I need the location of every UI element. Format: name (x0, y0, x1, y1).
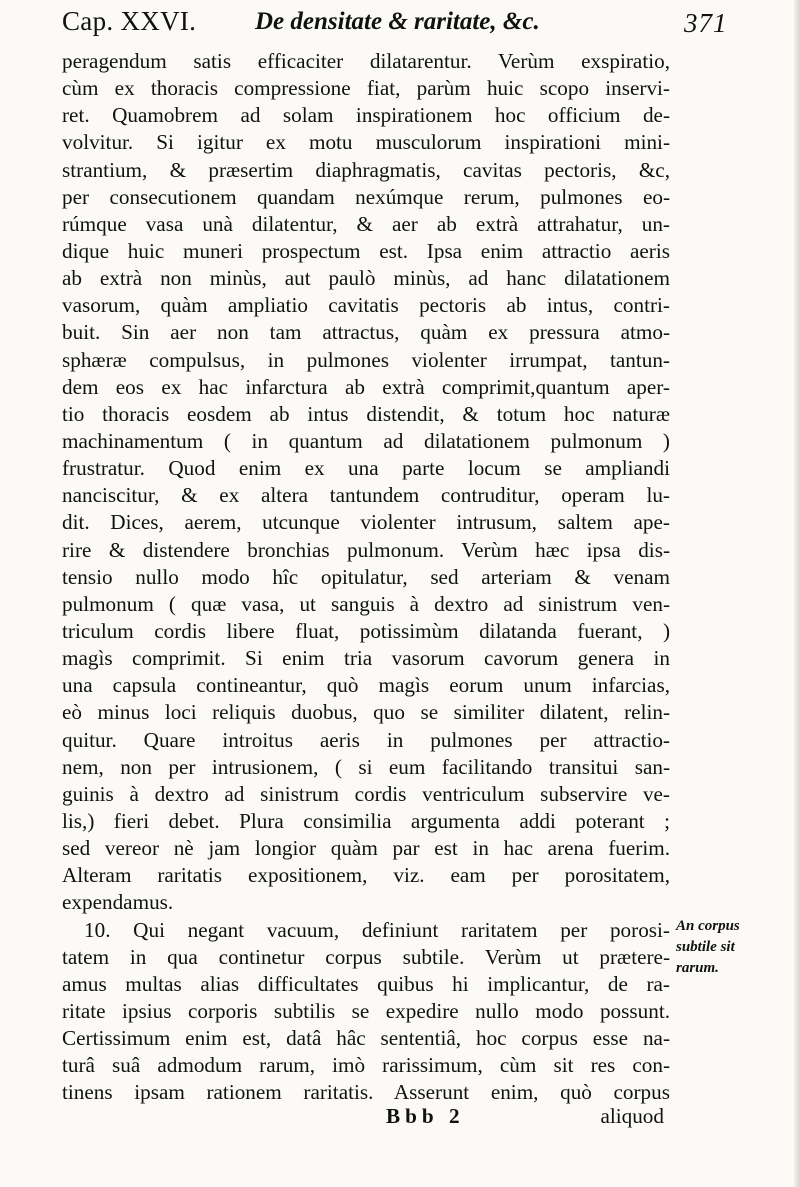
text-line: strantium, & præsertim diaphragmatis, cavitas pectoris, &c, (62, 157, 670, 182)
text-line: una capsula contineantur, quò magìs eorum unum infarcias, (62, 673, 670, 698)
marginal-note (676, 916, 786, 979)
marginal-note-line: rarum. (676, 960, 719, 976)
page-footer (62, 1102, 670, 1132)
text-line: quitur. Quare introitus aeris in pulmones per attractio- (62, 727, 670, 752)
text-line: ret. Quamobrem ad solam inspirationem hoc officium de- (62, 103, 670, 128)
text-line: machinamentum ( in quantum ad dilatationem pulmonum ) (62, 428, 670, 453)
main-text-block (62, 48, 670, 1106)
text-line: magìs comprimit. Si enim tria vasorum cavorum genera in (62, 646, 670, 671)
text-line: cùm ex thoracis compressione fiat, parùm huic scopo inservi- (62, 76, 670, 101)
marginal-note-line: subtile sit (676, 939, 735, 955)
signature-mark: Bbb 2 (386, 1104, 465, 1128)
text-line: dique huic muneri prospectum est. Ipsa enim attractio aeris (62, 238, 670, 263)
paragraph-end-line: expendamus. (62, 890, 174, 915)
text-line: eò minus loci reliquis duobus, quo se similiter dilatent, relin- (62, 700, 670, 725)
text-line: dit. Dices, aerem, utcunque violenter intrusum, saltem ape- (62, 510, 670, 535)
text-line: pulmonum ( quæ vasa, ut sanguis à dextro ad sinistrum ven- (62, 591, 670, 616)
page-edge-shadow (794, 0, 800, 1187)
text-line: guinis à dextro ad sinistrum cordis ventriculum subservire ve- (62, 781, 670, 806)
catchword: aliquod (600, 1104, 664, 1128)
text-line: turâ suâ admodum rarum, imò rarissimum, cùm sit res con- (62, 1053, 670, 1078)
text-line: ab extrà non minùs, aut paulò minùs, ad hanc dilatationem (62, 266, 670, 291)
text-line: volvitur. Si igitur ex motu musculorum inspirationi mini- (62, 130, 670, 155)
text-line: frustratur. Quod enim ex una parte locum se ampliandi (62, 456, 670, 481)
text-line: nem, non per intrusionem, ( si eum facilitando transitui san- (62, 754, 670, 779)
text-line: Alteram raritatis expositionem, viz. eam per porositatem, (62, 863, 670, 888)
text-line: vasorum, quàm ampliatio cavitatis pectoris ab intus, contri- (62, 293, 670, 318)
section-10-first-line: 10. Qui negant vacuum, definiunt raritatem per porosi- (84, 917, 670, 942)
text-line: sed vereor nè jam longior quàm par est in hac arena fuerim. (62, 836, 670, 861)
text-line: amus multas alias difficultates quibus hi implicantur, de ra- (62, 971, 670, 996)
text-line: rúmque vasa unà dilatentur, & aer ab extrà attrahatur, un- (62, 211, 670, 236)
running-title: De densitate & raritate, &c. (255, 8, 540, 35)
marginal-note-line: An corpus (676, 918, 740, 934)
text-line: tio thoracis eosdem ab intus distendit, & totum hoc naturæ (62, 401, 670, 426)
page-number: 371 (684, 8, 728, 38)
text-line: tinens ipsam rationem raritatis. Asserunt enim, quò corpus (62, 1080, 670, 1105)
text-line: ritate ipsius corporis subtilis se expedire nullo modo possunt. (62, 998, 670, 1023)
text-line: Certissimum enim est, datâ hâc sententiâ, hoc corpus esse na- (62, 1026, 670, 1051)
running-header (62, 6, 742, 42)
text-line: lis,) fieri debet. Plura consimilia argumenta addi poterant ; (62, 808, 670, 833)
text-line: buit. Sin aer non tam attractus, quàm ex pressura atmo- (62, 320, 670, 345)
chapter-heading: Cap. XXVI. (62, 6, 197, 36)
text-line: tatem in qua continetur corpus subtile. Verùm ut prætere- (62, 944, 670, 969)
text-line: per consecutionem quandam nexúmque rerum, pulmones eo- (62, 184, 670, 209)
text-line: sphæræ compulsus, in pulmones violenter irrumpat, tantun- (62, 347, 670, 372)
text-line: tensio nullo modo hîc opitulatur, sed arteriam & venam (62, 564, 670, 589)
text-line: triculum cordis libere fluat, potissimùm dilatanda fuerant, ) (62, 618, 670, 643)
text-line: peragendum satis efficaciter dilatarentur. Verùm exspiratio, (62, 49, 670, 73)
text-line: dem eos ex hac infarctura ab extrà comprimit,quantum aper- (62, 374, 670, 399)
text-line: nanciscitur, & ex altera tantundem contruditur, operam lu- (62, 483, 670, 508)
text-line: rire & distendere bronchias pulmonum. Verùm hæc ipsa dis- (62, 537, 670, 562)
